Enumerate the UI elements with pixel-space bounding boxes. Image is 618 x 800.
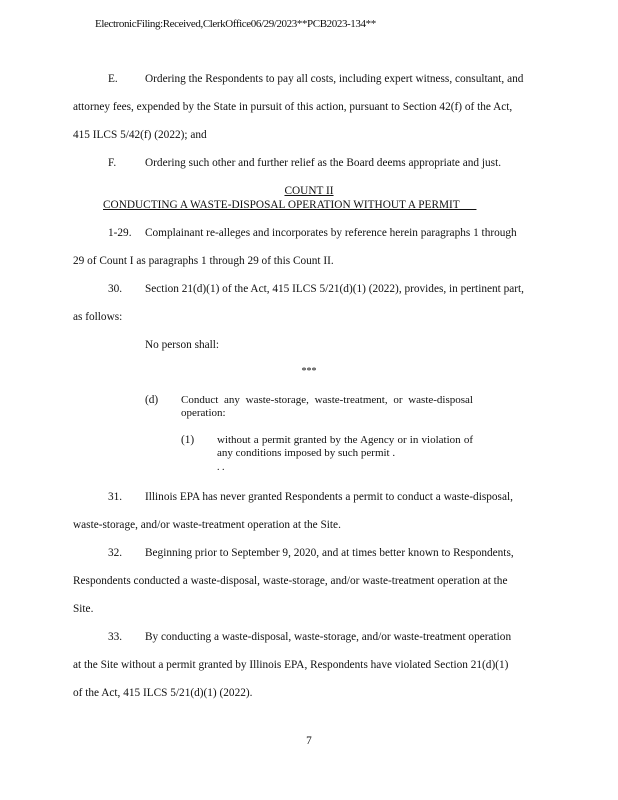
relief-f-label: F. [108,157,117,169]
quote-intro: No person shall: [145,339,220,351]
para-32-line1: Beginning prior to September 9, 2020, and at times better known to Respondents, [145,547,514,559]
para-32-line2: Respondents conducted a waste-disposal, waste-storage, and/or waste-treatment operation at the [73,575,508,587]
para-33-line3: of the Act, 415 ILCS 5/21(d)(1) (2022). [73,687,253,699]
para-31-line1: Illinois EPA has never granted Respondents a permit to conduct a waste-disposal, [145,491,513,503]
para-31-line2: waste-storage, and/or waste-treatment operation at the Site. [73,519,341,531]
quote-d-text: Conduct any waste-storage, waste-treatment, or waste-disposal operation: [181,394,473,419]
quote-stars: *** [301,366,317,377]
page-number: 7 [306,735,312,747]
para-32-label: 32. [108,547,123,559]
count-heading: COUNT II [284,185,334,197]
relief-f-line1: Ordering such other and further relief as the Board deems appropriate and just. [145,157,502,169]
relief-e-line2: attorney fees, expended by the State in pursuit of this action, pursuant to Section 42(f) of the Act, [73,101,513,113]
para-30-label: 30. [108,283,123,295]
para-30-line2: as follows: [73,311,123,323]
relief-e-label: E. [108,73,118,85]
quote-1-label: (1) [181,434,195,446]
quote-1-cont: . . [217,462,225,473]
para-32-line3: Site. [73,603,94,615]
para-31-label: 31. [108,491,123,503]
para-1-29-label: 1-29. [108,227,132,239]
filing-stamp: ElectronicFiling:Received,ClerkOffice06/29/2023**PCB2023-134** [95,18,376,30]
quote-1-text: without a permit granted by the Agency or in violation of any conditions imposed by such permit . [217,434,473,459]
quote-d-label: (d) [145,394,159,406]
para-33-line1: By conducting a waste-disposal, waste-storage, and/or waste-treatment operation [145,631,512,643]
para-1-29-line2: 29 of Count I as paragraphs 1 through 29 of this Count II. [73,255,334,267]
relief-e-line1: Ordering the Respondents to pay all costs, including expert witness, consultant, and [145,73,524,85]
count-title [103,199,476,211]
para-1-29-line1: Complainant re-alleges and incorporates by reference herein paragraphs 1 through [145,227,517,239]
para-30-line1: Section 21(d)(1) of the Act, 415 ILCS 5/21(d)(1) (2022), provides, in pertinent part, [145,283,524,295]
relief-e-line3: 415 ILCS 5/42(f) (2022); and [73,129,207,141]
para-33-line2: at the Site without a permit granted by Illinois EPA, Respondents have violated Section 21(d)(1) [73,659,509,671]
para-33-label: 33. [108,631,123,643]
count-title-text: CONDUCTING A WASTE-DISPOSAL OPERATION WITHOUT A PERMIT [103,199,460,211]
